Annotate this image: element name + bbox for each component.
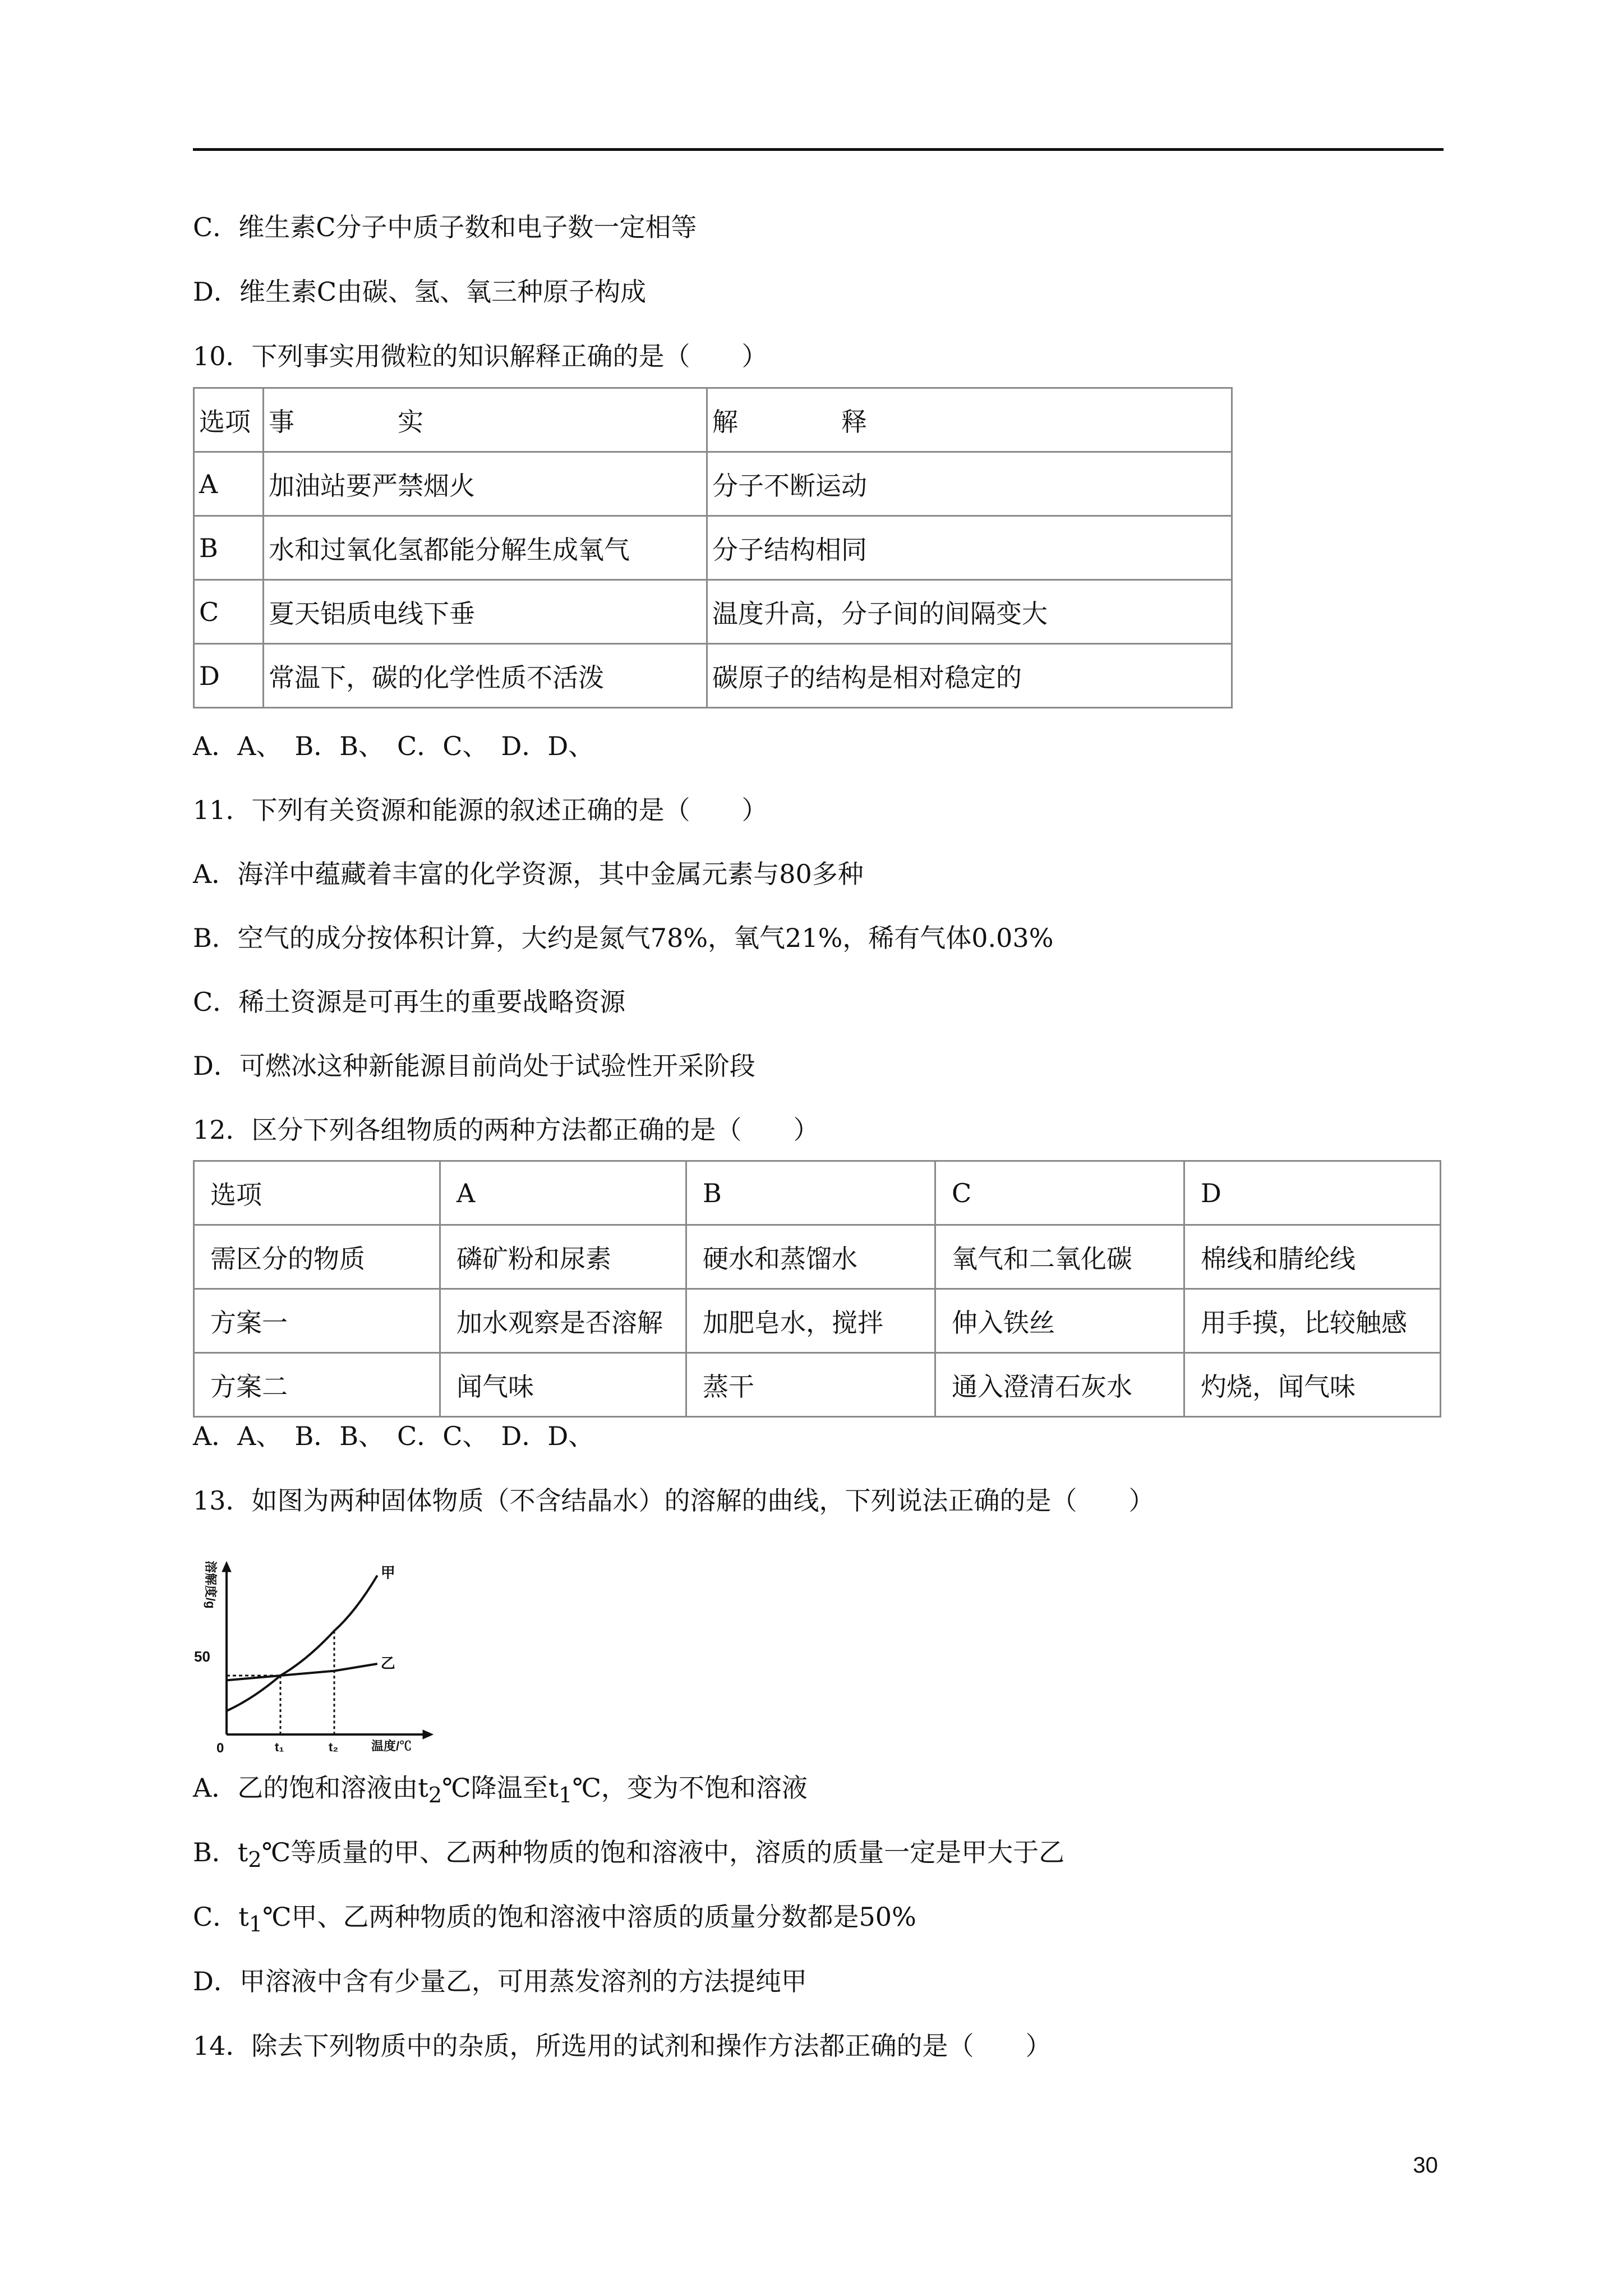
table-cell: 加肥皂水，搅拌 (686, 1289, 935, 1353)
table-cell: 事 实 (264, 388, 707, 452)
table-cell: 分子不断运动 (707, 452, 1232, 516)
table-cell: 解 释 (707, 388, 1232, 452)
table-row (194, 580, 1232, 644)
table-cell: A (194, 452, 264, 516)
table-cell: B (194, 516, 264, 580)
subscript: 1 (559, 1783, 573, 1809)
x-tick-label: t₁ (275, 1740, 284, 1754)
table-cell: 需区分的物质 (194, 1225, 440, 1289)
option-a-q13 (193, 1771, 808, 1812)
table-cell: 棉线和腈纶线 (1184, 1225, 1441, 1289)
question-10: 10．下列事实用微粒的知识解释正确的是（ ） (193, 341, 768, 371)
table-row (194, 1289, 1441, 1353)
origin-label: 0 (216, 1741, 224, 1756)
table-cell: 水和过氧化氢都能分解生成氧气 (264, 516, 707, 580)
table-cell: C (935, 1161, 1184, 1225)
table-row (194, 1225, 1441, 1289)
subscript: 2 (248, 1847, 262, 1873)
table-row (194, 452, 1232, 516)
table-cell: C (194, 580, 264, 644)
table-cell: 方案一 (194, 1289, 440, 1353)
option-c-q9: C．维生素C分子中质子数和电子数一定相等 (193, 212, 697, 242)
table-cell: 用手摸，比较触感 (1184, 1289, 1441, 1353)
x-axis-arrow-icon (423, 1730, 433, 1739)
option-a-text: ℃，变为不饱和溶液 (572, 1773, 808, 1803)
table-cell: B (686, 1161, 935, 1225)
option-a-text: ℃降温至t (442, 1773, 559, 1803)
option-b-q13 (193, 1835, 1064, 1877)
option-b-text: B．t (193, 1837, 248, 1867)
option-d-q13: D．甲溶液中含有少量乙，可用蒸发溶剂的方法提纯甲 (193, 1966, 807, 1996)
series-label: 乙 (380, 1655, 395, 1672)
answer-options-q10: A．A、 B．B、 C．C、 D．D、 (193, 731, 594, 761)
subscript: 1 (248, 1912, 263, 1938)
question-13: 13．如图为两种固体物质（不含结晶水）的溶解的曲线，下列说法正确的是（ ） (193, 1485, 1155, 1516)
question-14: 14．除去下列物质中的杂质，所选用的试剂和操作方法都正确的是（ ） (193, 2031, 1052, 2061)
option-c-text: ℃甲、乙两种物质的饱和溶液中溶质的质量分数都是50% (262, 1902, 916, 1932)
table-cell: 闻气味 (440, 1353, 686, 1417)
table-cell: D (1184, 1161, 1441, 1225)
table-cell: 选项 (194, 388, 264, 452)
table-cell: 选项 (194, 1161, 440, 1225)
option-a-text: A．乙的饱和溶液由t (193, 1773, 428, 1803)
series-label: 甲 (380, 1565, 395, 1582)
table-row (194, 1353, 1441, 1417)
table-row (194, 1161, 1441, 1225)
x-axis-label: 温度/℃ (371, 1739, 412, 1753)
table-row (194, 516, 1232, 580)
question-10-table (193, 387, 1233, 708)
table-cell: 常温下，碳的化学性质不活泼 (264, 644, 707, 708)
subscript: 2 (428, 1783, 442, 1809)
table-cell: 加油站要严禁烟火 (264, 452, 707, 516)
table-cell: 磷矿粉和尿素 (440, 1225, 686, 1289)
option-a-q11: A．海洋中蕴藏着丰富的化学资源，其中金属元素与80多种 (193, 859, 864, 889)
series-line (227, 1576, 377, 1711)
table-row (194, 388, 1232, 452)
option-c-text: C．t (193, 1902, 249, 1932)
table-row (194, 644, 1232, 708)
table-cell: 方案二 (194, 1353, 440, 1417)
solubility-chart (193, 1549, 439, 1756)
table-cell: 蒸干 (686, 1353, 935, 1417)
table-cell: 分子结构相同 (707, 516, 1232, 580)
question-11: 11．下列有关资源和能源的叙述正确的是（ ） (193, 795, 768, 825)
option-c-q13 (193, 1900, 916, 1941)
page-number: 30 (1413, 2153, 1438, 2178)
x-tick-label: t₂ (329, 1740, 339, 1754)
question-12-table (193, 1160, 1441, 1418)
table-cell: 加水观察是否溶解 (440, 1289, 686, 1353)
y-axis-arrow-icon (222, 1562, 231, 1572)
option-b-text: ℃等质量的甲、乙两种物质的饱和溶液中，溶质的质量一定是甲大于乙 (261, 1837, 1065, 1867)
table-cell: 碳原子的结构是相对稳定的 (707, 644, 1232, 708)
option-b-q11: B．空气的成分按体积计算，大约是氮气78%，氧气21%，稀有气体0.03% (193, 923, 1054, 953)
option-d-q9: D．维生素C由碳、氢、氧三种原子构成 (193, 277, 647, 307)
table-cell: A (440, 1161, 686, 1225)
y-tick-label: 50 (194, 1648, 210, 1665)
header-rule (193, 148, 1444, 151)
question-12: 12．区分下列各组物质的两种方法都正确的是（ ） (193, 1115, 819, 1145)
table-cell: 通入澄清石灰水 (935, 1353, 1184, 1417)
option-c-q11: C．稀土资源是可再生的重要战略资源 (193, 987, 626, 1017)
table-cell: 硬水和蒸馏水 (686, 1225, 935, 1289)
option-d-q11: D．可燃冰这种新能源目前尚处于试验性开采阶段 (193, 1051, 755, 1081)
table-cell: 温度升高，分子间的间隔变大 (707, 580, 1232, 644)
table-cell: D (194, 644, 264, 708)
series-line (227, 1664, 377, 1680)
table-cell: 灼烧，闻气味 (1184, 1353, 1441, 1417)
y-axis-label: 溶解度/g (204, 1561, 218, 1609)
table-cell: 伸入铁丝 (935, 1289, 1184, 1353)
table-cell: 氧气和二氧化碳 (935, 1225, 1184, 1289)
table-cell: 夏天铝质电线下垂 (264, 580, 707, 644)
answer-options-q12: A．A、 B．B、 C．C、 D．D、 (193, 1421, 594, 1451)
